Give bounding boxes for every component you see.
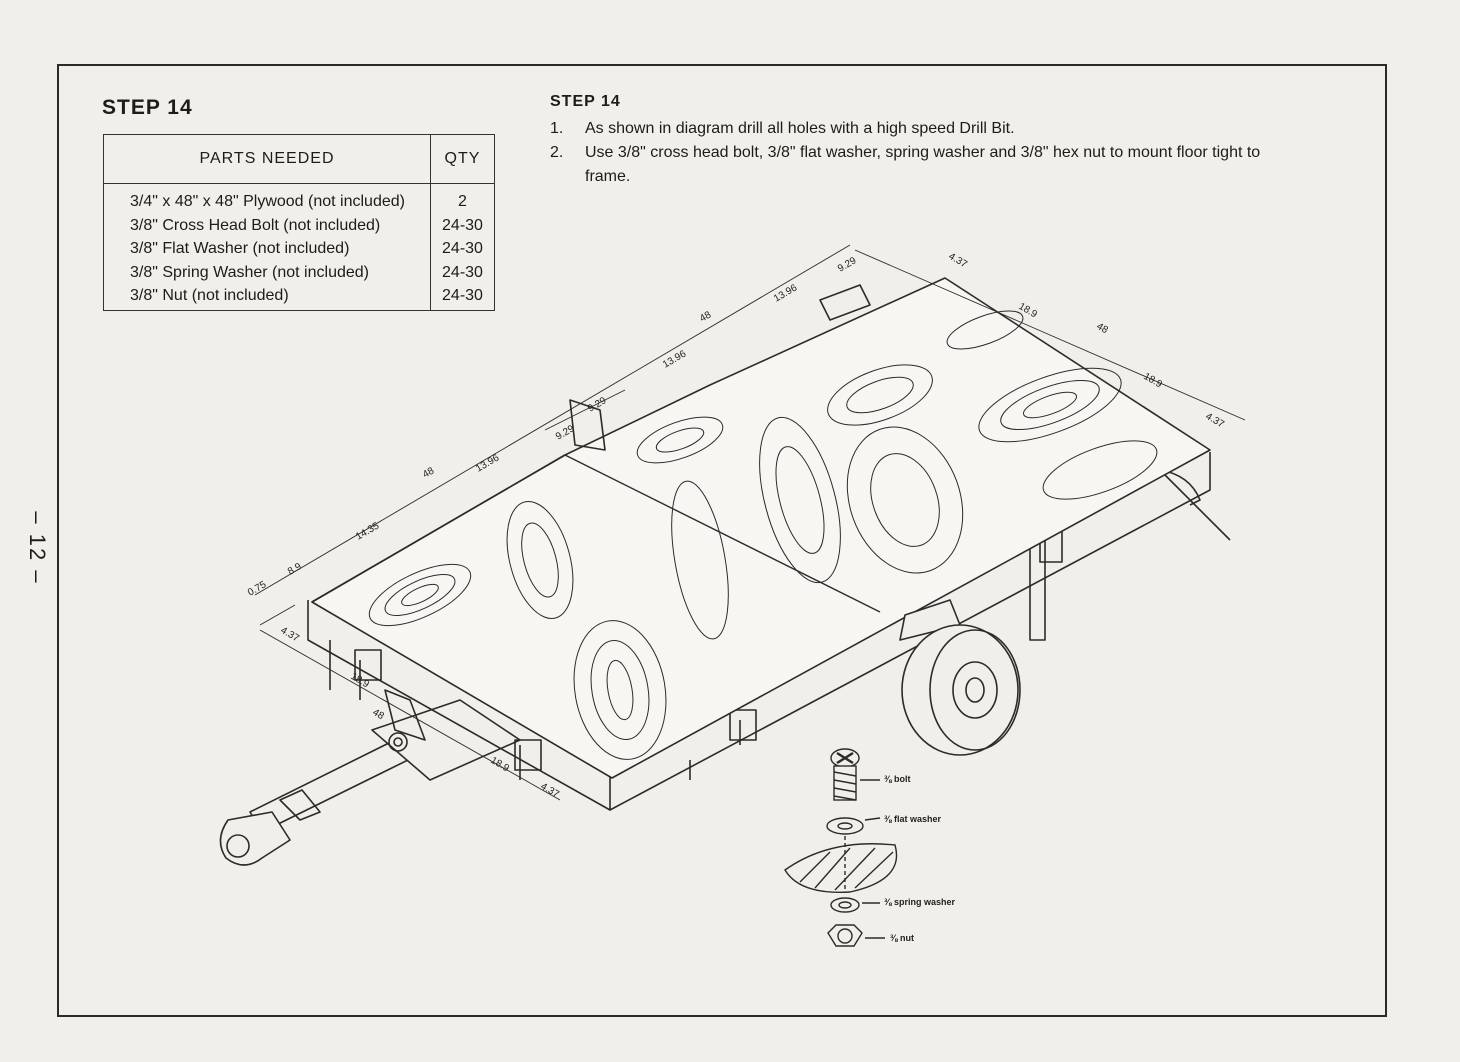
dim-label: 48 bbox=[370, 707, 386, 723]
part-qty: 24-30 bbox=[431, 214, 495, 238]
dim-label: 9.29 bbox=[586, 395, 609, 415]
dim-label: 4.37 bbox=[1203, 411, 1226, 431]
spring-washer-label: ⅜ spring washer bbox=[884, 897, 956, 907]
dim-label: 48 bbox=[698, 309, 714, 325]
flat-washer-label: ⅜ flat washer bbox=[884, 814, 942, 824]
nut-label: ⅜ nut bbox=[890, 933, 914, 943]
part-name-text: 3/4" x 48" x 48" Plywood (not included) bbox=[130, 193, 405, 210]
dim-label: 9.29 bbox=[554, 423, 577, 443]
part-qty: 2 bbox=[431, 184, 495, 214]
bolt-label: ⅜ bolt bbox=[884, 774, 911, 784]
hardware-detail bbox=[785, 749, 897, 946]
dim-label: 0.75 bbox=[246, 579, 269, 599]
item-text: As shown in diagram drill all holes with a high speed Drill Bit. bbox=[585, 120, 1015, 137]
dim-label: 48 bbox=[421, 465, 437, 481]
dim-label: 48 bbox=[1094, 321, 1110, 337]
part-name: 3/8" Cross Head Bolt (not included) bbox=[104, 214, 431, 238]
parts-header-cell: PARTS NEEDED bbox=[104, 135, 431, 184]
spring-washer-icon bbox=[831, 898, 880, 912]
qty-header-cell: QTY bbox=[431, 135, 495, 184]
dim-label: 18.9 bbox=[1016, 301, 1039, 321]
part-name: 3/8" Flat Washer (not included) bbox=[104, 237, 431, 261]
instructions-title: STEP 14 bbox=[550, 93, 621, 110]
bolt-icon bbox=[831, 749, 880, 800]
item-text: Use 3/8" cross head bolt, 3/8" flat washer, spring washer and 3/8" hex nut to mount floor tight to frame. bbox=[585, 144, 1261, 185]
dim-label: 13.96 bbox=[661, 348, 689, 371]
dim-label: 18.9 bbox=[348, 671, 371, 691]
step-heading: STEP 14 bbox=[102, 96, 193, 119]
dim-label: 9.29 bbox=[836, 255, 859, 275]
part-qty: 24-30 bbox=[431, 237, 495, 261]
part-name: 3/8" Spring Washer (not included) bbox=[104, 261, 431, 285]
dim-label: 18.9 bbox=[1141, 371, 1164, 391]
dim-label: 8.9 bbox=[286, 561, 304, 578]
part-name: 3/8" Nut (not included) bbox=[104, 284, 431, 310]
dim-label: 14.35 bbox=[354, 520, 382, 543]
dim-label: 4.37 bbox=[538, 781, 561, 801]
page-number-text: – 12 – bbox=[25, 511, 50, 585]
plywood-deck bbox=[312, 278, 1210, 778]
dim-label: 4.37 bbox=[946, 251, 969, 271]
hex-nut-icon bbox=[828, 925, 885, 946]
dim-label: 13.96 bbox=[474, 452, 502, 475]
part-qty: 24-30 bbox=[431, 284, 495, 310]
dim-label: 4.37 bbox=[278, 625, 301, 645]
item-number: 2. bbox=[550, 144, 564, 161]
item-number: 1. bbox=[550, 120, 564, 137]
wood-section-icon bbox=[785, 836, 897, 892]
part-qty: 24-30 bbox=[431, 261, 495, 285]
dim-label: 13.96 bbox=[772, 282, 800, 305]
dim-label: 18.9 bbox=[488, 755, 511, 775]
flat-washer-icon bbox=[827, 818, 880, 834]
